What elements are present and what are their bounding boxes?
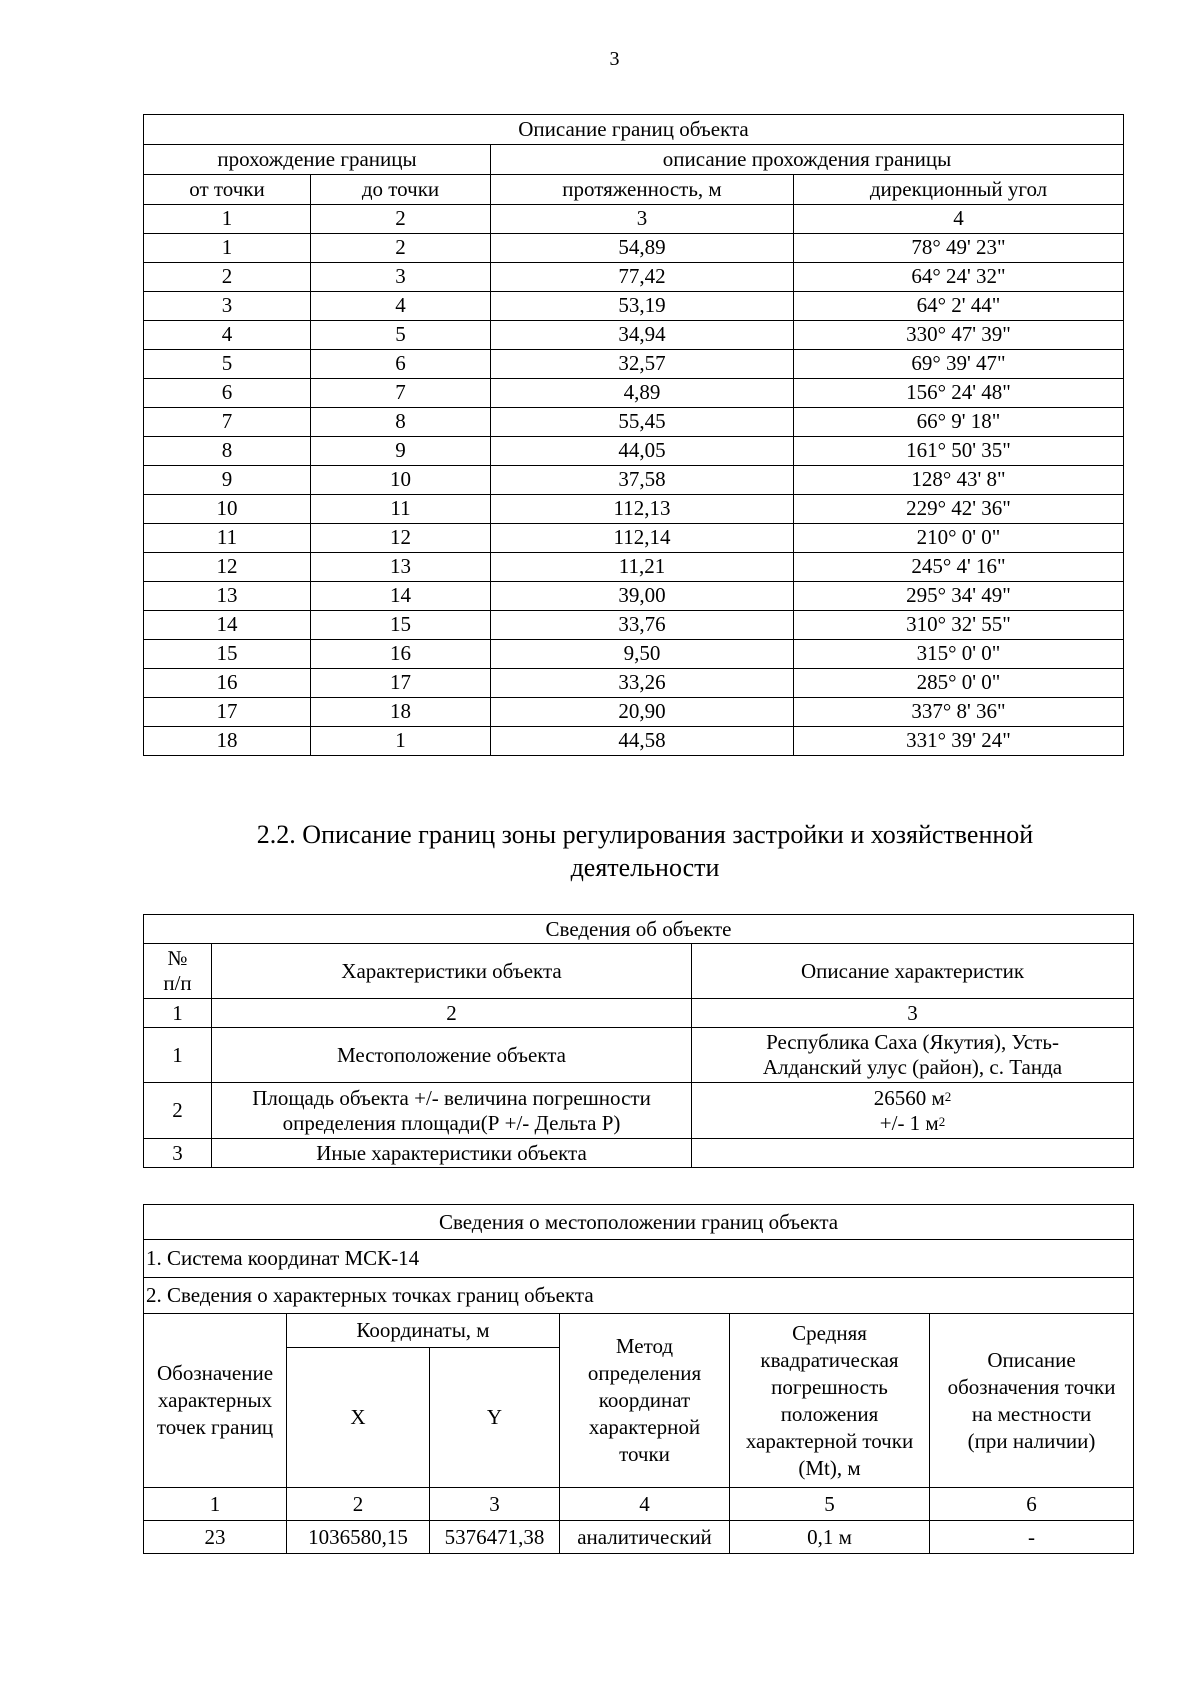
table-row: [144, 321, 1124, 350]
to-point-cell: 9: [311, 437, 491, 466]
from-point-cell: 6: [144, 379, 311, 408]
column-header-to-point: до точки: [311, 175, 491, 205]
bearing-cell: 331° 39' 24": [794, 727, 1124, 756]
area-label-line1: Площадь объекта +/- величина погрешности: [252, 1085, 651, 1110]
bearing-cell: 229° 42' 36": [794, 495, 1124, 524]
table-row: [144, 408, 1124, 437]
point-number: 23: [144, 1521, 287, 1554]
object-table-title: Сведения об объекте: [144, 915, 1134, 944]
column-number: 3: [692, 999, 1134, 1028]
header-description-line: на местности: [971, 1401, 1092, 1426]
length-cell: 37,58: [491, 466, 794, 495]
to-point-cell: 3: [311, 263, 491, 292]
bearing-cell: 128° 43' 8": [794, 466, 1124, 495]
other-characteristics-label: Иные характеристики объекта: [212, 1139, 692, 1168]
from-point-cell: 15: [144, 640, 311, 669]
location-label: Местоположение объекта: [212, 1028, 692, 1083]
column-number: 4: [560, 1488, 730, 1521]
header-number: [144, 944, 212, 999]
header-method: [560, 1314, 730, 1488]
header-error-line: квадратическая: [760, 1347, 899, 1372]
length-cell: 54,89: [491, 234, 794, 263]
section-heading: [150, 818, 1140, 884]
from-point-cell: 11: [144, 524, 311, 553]
bearing-cell: 245° 4' 16": [794, 553, 1124, 582]
from-point-cell: 14: [144, 611, 311, 640]
header-designation: [144, 1314, 287, 1488]
to-point-cell: 8: [311, 408, 491, 437]
column-number: 2: [212, 999, 692, 1028]
from-point-cell: 18: [144, 727, 311, 756]
header-method-line: Метод: [615, 1334, 674, 1358]
other-characteristics-value: [692, 1139, 1134, 1168]
header-method-line: определения: [587, 1361, 702, 1385]
page-number: 3: [609, 48, 620, 70]
header-description-line: (при наличии): [967, 1428, 1096, 1453]
to-point-cell: 6: [311, 350, 491, 379]
to-point-cell: 1: [311, 727, 491, 756]
to-point-cell: 15: [311, 611, 491, 640]
from-point-cell: 17: [144, 698, 311, 727]
from-point-cell: 1: [144, 234, 311, 263]
coordinate-system-line: 1. Система координат МСК-14: [144, 1240, 1134, 1278]
coords-table-title: Сведения о местоположении границ объекта: [144, 1205, 1134, 1240]
row-number: 1: [144, 1028, 212, 1083]
section-heading-line2: деятельности: [570, 853, 720, 882]
column-number: 5: [730, 1488, 930, 1521]
coordinates-table: [143, 1204, 1134, 1554]
length-cell: 11,21: [491, 553, 794, 582]
bearing-cell: 330° 47' 39": [794, 321, 1124, 350]
header-description: Описание характеристик: [692, 944, 1134, 999]
column-number: 3: [491, 205, 794, 234]
header-error-line: погрешность: [771, 1374, 888, 1399]
length-cell: 9,50: [491, 640, 794, 669]
bearing-cell: 315° 0' 0": [794, 640, 1124, 669]
table-row: [144, 437, 1124, 466]
length-cell: 33,76: [491, 611, 794, 640]
bearing-cell: 156° 24' 48": [794, 379, 1124, 408]
boundary-rows: [144, 234, 1124, 756]
table-row: [144, 524, 1124, 553]
bearing-cell: 64° 24' 32": [794, 263, 1124, 292]
column-number: 1: [144, 1488, 287, 1521]
area-value-line1: [692, 1086, 1133, 1111]
header-description-line: обозначения точки: [947, 1374, 1116, 1399]
location-value-line2: Алданский улус (район), с. Танда: [762, 1055, 1063, 1079]
area-value: 26560 м: [873, 1085, 945, 1110]
length-cell: 44,05: [491, 437, 794, 466]
area-value: [692, 1083, 1134, 1139]
column-header-from-point: от точки: [144, 175, 311, 205]
bearing-cell: 161° 50' 35": [794, 437, 1124, 466]
object-info-table: [143, 914, 1134, 1168]
length-cell: 44,58: [491, 727, 794, 756]
from-point-cell: 9: [144, 466, 311, 495]
boundary-table: [143, 114, 1124, 756]
column-header-bearing: дирекционный угол: [794, 175, 1124, 205]
length-cell: 39,00: [491, 582, 794, 611]
table-row: [144, 727, 1124, 756]
bearing-cell: 66° 9' 18": [794, 408, 1124, 437]
row-number: 3: [144, 1139, 212, 1168]
length-cell: 112,13: [491, 495, 794, 524]
length-cell: 53,19: [491, 292, 794, 321]
header-y: Y: [430, 1348, 560, 1488]
from-point-cell: 2: [144, 263, 311, 292]
column-number: 2: [311, 205, 491, 234]
mean-square-error: 0,1 м: [730, 1521, 930, 1554]
area-label: [212, 1083, 692, 1139]
table-row: [144, 263, 1124, 292]
header-error-line: (Mt), м: [798, 1455, 861, 1480]
bearing-cell: 337° 8' 36": [794, 698, 1124, 727]
table-row: [144, 234, 1124, 263]
from-point-cell: 13: [144, 582, 311, 611]
to-point-cell: 11: [311, 495, 491, 524]
table-row: [144, 495, 1124, 524]
area-unit-exponent: 2: [944, 1088, 952, 1104]
length-cell: 20,90: [491, 698, 794, 727]
from-point-cell: 8: [144, 437, 311, 466]
boundary-group-header-passage: прохождение границы: [144, 145, 491, 175]
table-row: [144, 640, 1124, 669]
bearing-cell: 69° 39' 47": [794, 350, 1124, 379]
area-tolerance: +/- 1 м: [879, 1110, 939, 1135]
table-row: [144, 698, 1124, 727]
column-header-length: протяженность, м: [491, 175, 794, 205]
to-point-cell: 18: [311, 698, 491, 727]
length-cell: 55,45: [491, 408, 794, 437]
bearing-cell: 78° 49' 23": [794, 234, 1124, 263]
header-error-line: положения: [780, 1401, 879, 1426]
header-designation-line: Обозначение: [156, 1361, 274, 1385]
to-point-cell: 5: [311, 321, 491, 350]
coordinate-x: 1036580,15: [287, 1521, 430, 1554]
table-row: [144, 553, 1124, 582]
header-error-line: Средняя: [792, 1320, 867, 1345]
header-error: [730, 1314, 930, 1488]
column-number: 2: [287, 1488, 430, 1521]
table-row: [144, 379, 1124, 408]
location-value: [692, 1028, 1134, 1083]
header-error-line: характерной точки: [745, 1428, 914, 1453]
column-number: 1: [144, 999, 212, 1028]
header-designation-line: точек границ: [156, 1415, 274, 1439]
determination-method: аналитический: [560, 1521, 730, 1554]
to-point-cell: 16: [311, 640, 491, 669]
header-description-line: Описание: [987, 1347, 1076, 1372]
to-point-cell: 2: [311, 234, 491, 263]
bearing-cell: 210° 0' 0": [794, 524, 1124, 553]
bearing-cell: 285° 0' 0": [794, 669, 1124, 698]
bearing-cell: 295° 34' 49": [794, 582, 1124, 611]
boundary-group-header-description: описание прохождения границы: [491, 145, 1124, 175]
location-value-line1: Республика Саха (Якутия), Усть-: [766, 1030, 1059, 1054]
to-point-cell: 12: [311, 524, 491, 553]
to-point-cell: 17: [311, 669, 491, 698]
coordinate-y: 5376471,38: [430, 1521, 560, 1554]
header-method-line: точки: [619, 1442, 670, 1466]
column-number: 3: [430, 1488, 560, 1521]
point-description: -: [930, 1521, 1134, 1554]
header-coordinates: Координаты, м: [287, 1314, 560, 1348]
section-heading-line1: 2.2. Описание границ зоны регулирования застройки и хозяйственной: [256, 820, 1034, 849]
header-description: [930, 1314, 1134, 1488]
column-number: 1: [144, 205, 311, 234]
header-x: X: [287, 1348, 430, 1488]
to-point-cell: 13: [311, 553, 491, 582]
from-point-cell: 7: [144, 408, 311, 437]
header-method-line: характерной: [588, 1415, 701, 1439]
from-point-cell: 3: [144, 292, 311, 321]
to-point-cell: 14: [311, 582, 491, 611]
area-value-line2: [692, 1111, 1133, 1136]
length-cell: 77,42: [491, 263, 794, 292]
to-point-cell: 4: [311, 292, 491, 321]
table-row: [144, 611, 1124, 640]
from-point-cell: 4: [144, 321, 311, 350]
length-cell: 4,89: [491, 379, 794, 408]
from-point-cell: 16: [144, 669, 311, 698]
bearing-cell: 64° 2' 44": [794, 292, 1124, 321]
column-number: 6: [930, 1488, 1134, 1521]
row-number: 2: [144, 1083, 212, 1139]
length-cell: 33,26: [491, 669, 794, 698]
tolerance-unit-exponent: 2: [938, 1113, 946, 1129]
header-characteristics: Характеристики объекта: [212, 944, 692, 999]
length-cell: 32,57: [491, 350, 794, 379]
column-number: 4: [794, 205, 1124, 234]
characteristic-points-line: 2. Сведения о характерных точках границ объекта: [144, 1278, 1134, 1314]
table-row: [144, 582, 1124, 611]
area-label-line2: определения площади(Р +/- Дельта Р): [282, 1110, 621, 1135]
table-row: [144, 350, 1124, 379]
to-point-cell: 7: [311, 379, 491, 408]
table-row: [144, 669, 1124, 698]
table-row: [144, 466, 1124, 495]
header-method-line: координат: [598, 1388, 691, 1412]
to-point-cell: 10: [311, 466, 491, 495]
header-designation-line: характерных: [157, 1388, 273, 1412]
header-number-line2: п/п: [163, 971, 192, 995]
bearing-cell: 310° 32' 55": [794, 611, 1124, 640]
length-cell: 112,14: [491, 524, 794, 553]
from-point-cell: 5: [144, 350, 311, 379]
length-cell: 34,94: [491, 321, 794, 350]
from-point-cell: 10: [144, 495, 311, 524]
from-point-cell: 12: [144, 553, 311, 582]
boundary-table-title: Описание границ объекта: [144, 115, 1124, 145]
header-number-line1: №: [167, 946, 188, 970]
table-row: [144, 292, 1124, 321]
